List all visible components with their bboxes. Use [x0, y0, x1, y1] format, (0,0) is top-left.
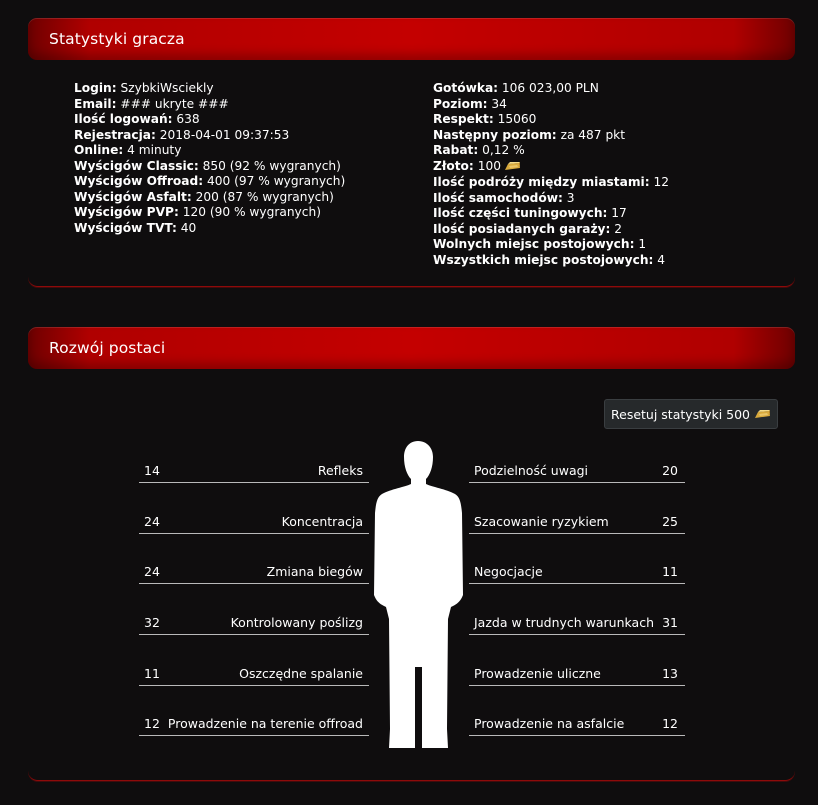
stat-label: Wolnych miejsc postojowych:: [433, 237, 635, 251]
stat-respect: [433, 112, 669, 128]
stat-value: 4: [657, 252, 666, 267]
attribute-name: Zmiana biegów: [266, 564, 363, 579]
stat-label: Wszystkich miejsc postojowych:: [433, 252, 654, 267]
stat-label: Wyścigów Offroad:: [74, 174, 204, 188]
stat-races-tvt: [74, 221, 345, 237]
stat-value: 34: [491, 96, 507, 111]
attribute-name: Prowadzenie na asfalcie: [474, 716, 625, 731]
stat-label: Rejestracja:: [74, 127, 156, 142]
attribute-row-jazda-trudne-warunki: [469, 611, 685, 635]
attribute-name: Oszczędne spalanie: [239, 666, 363, 681]
stat-value: 3: [566, 190, 575, 205]
stat-tuning-parts: [433, 206, 669, 222]
stat-value: 4 minuty: [127, 143, 182, 157]
stat-cars: [433, 191, 669, 207]
stat-label: Złoto:: [433, 158, 474, 173]
stat-value: 17: [611, 206, 627, 220]
stat-travels: [433, 175, 669, 191]
stat-value: 40: [180, 220, 197, 235]
stat-value: za 487 pkt: [560, 127, 626, 142]
stat-label: Wyścigów TVT:: [74, 220, 177, 235]
stat-label: Ilość części tuningowych:: [433, 206, 608, 220]
attribute-value: 12: [144, 716, 160, 731]
player-stats-header: [28, 18, 795, 60]
stat-label: Ilość posiadanych garaży:: [433, 221, 611, 236]
attribute-value: 13: [662, 666, 678, 681]
stat-value: 106 023,00 PLN: [501, 81, 599, 95]
stat-label: Online:: [74, 143, 124, 157]
stat-value: 2: [614, 221, 623, 236]
stat-label: Gotówka:: [433, 81, 499, 95]
attribute-name: Szacowanie ryzykiem: [474, 514, 609, 529]
stat-value: 400 (97 % wygranych): [206, 174, 346, 188]
stat-value: 1: [638, 237, 647, 251]
attribute-row-prowadzenie-uliczne: [469, 662, 685, 686]
stat-email: [74, 97, 345, 113]
stat-label: Login:: [74, 81, 117, 95]
attribute-row-negocjacje: [469, 560, 685, 584]
stat-label: Poziom:: [433, 96, 488, 111]
attribute-row-prowadzenie-asfalt: [469, 712, 685, 736]
stat-value: 200 (87 % wygranych): [195, 189, 334, 204]
attribute-value: 11: [662, 564, 678, 579]
stats-left-column: [74, 81, 345, 236]
stat-login: [74, 81, 345, 97]
stat-value: ### ukryte ###: [120, 96, 229, 111]
stat-discount: [433, 143, 669, 159]
attribute-value: 25: [662, 514, 678, 529]
attribute-name: Refleks: [317, 463, 363, 478]
attribute-row-kontrolowany-poslizg: [139, 611, 369, 635]
attribute-value: 24: [144, 564, 160, 579]
reset-stats-label: Resetuj statystyki 500: [611, 406, 751, 422]
attribute-value: 32: [144, 615, 160, 630]
stat-gold: [433, 159, 669, 176]
stat-online: [74, 143, 345, 159]
stat-label: Ilość samochodów:: [433, 190, 563, 205]
stat-races-asfalt: [74, 190, 345, 206]
panel-title: Statystyki gracza: [49, 30, 185, 48]
attribute-row-refleks: [139, 459, 369, 483]
stat-value: 15060: [497, 112, 537, 126]
reset-stats-button[interactable]: [604, 399, 778, 429]
stat-value: 2018-04-01 09:37:53: [159, 127, 290, 142]
stat-label: Wyścigów PVP:: [74, 205, 179, 219]
stat-value: 0,12 %: [482, 143, 525, 157]
attribute-value: 12: [662, 716, 678, 731]
attribute-value: 14: [144, 463, 160, 478]
stat-registration: [74, 128, 345, 144]
attribute-row-podzielnosc-uwagi: [469, 459, 685, 483]
stats-right-column: [433, 81, 669, 268]
stat-label: Wyścigów Classic:: [74, 158, 199, 173]
stat-races-pvp: [74, 205, 345, 221]
attribute-row-szacowanie-ryzykiem: [469, 510, 685, 534]
stat-value: SzybkiWsciekly: [120, 81, 214, 95]
stat-value: 638: [176, 112, 200, 126]
stat-cash: [433, 81, 669, 97]
panel-title: Rozwój postaci: [49, 339, 166, 357]
stat-value: 100: [477, 158, 501, 173]
attribute-name: Negocjacje: [474, 564, 543, 579]
attribute-row-koncentracja: [139, 510, 369, 534]
stat-logins: [74, 112, 345, 128]
attribute-value: 24: [144, 514, 160, 529]
attribute-row-oszczedne-spalanie: [139, 662, 369, 686]
stat-value: 120 (90 % wygranych): [182, 205, 321, 219]
stat-label: Email:: [74, 96, 117, 111]
stat-races-classic: [74, 159, 345, 175]
person-silhouette-icon: [371, 437, 466, 751]
attribute-name: Koncentracja: [281, 514, 363, 529]
attribute-value: 31: [662, 615, 678, 630]
attribute-value: 11: [144, 666, 160, 681]
player-stats-panel: [28, 18, 795, 287]
attribute-name: Prowadzenie uliczne: [474, 666, 601, 681]
gold-bar-icon: [504, 160, 521, 176]
character-development-panel: [28, 327, 795, 781]
stat-label: Respekt:: [433, 112, 494, 126]
stat-value: 850 (92 % wygranych): [202, 158, 341, 173]
stat-label: Ilość logowań:: [74, 112, 173, 126]
stat-races-offroad: [74, 174, 345, 190]
stat-label: Wyścigów Asfalt:: [74, 189, 192, 204]
stat-value: 12: [653, 175, 669, 189]
attribute-name: Podzielność uwagi: [474, 463, 589, 478]
attribute-name: Kontrolowany poślizg: [230, 615, 363, 630]
stat-total-parking: [433, 253, 669, 269]
stat-label: Następny poziom:: [433, 127, 557, 142]
gold-bar-icon: [754, 407, 771, 422]
character-development-header: [28, 327, 795, 369]
attribute-name: Jazda w trudnych warunkach: [474, 615, 654, 630]
attribute-row-prowadzenie-offroad: [139, 712, 369, 736]
stat-next-level: [433, 128, 669, 144]
attribute-row-zmiana-biegow: [139, 560, 369, 584]
stat-label: Rabat:: [433, 143, 479, 157]
stat-level: [433, 97, 669, 113]
stat-label: Ilość podróży między miastami:: [433, 175, 650, 189]
stat-garages: [433, 222, 669, 238]
stat-free-parking: [433, 237, 669, 253]
attribute-name: Prowadzenie na terenie offroad: [167, 716, 363, 731]
attribute-value: 20: [662, 463, 678, 478]
